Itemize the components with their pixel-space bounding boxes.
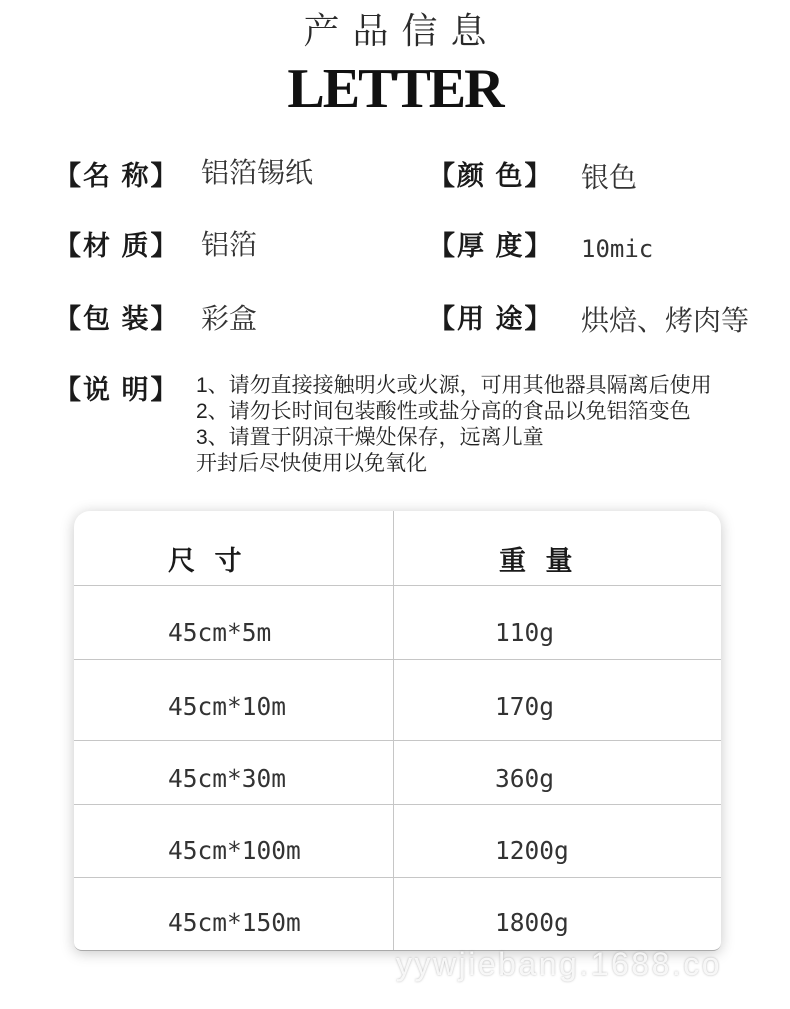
table-row xyxy=(74,586,721,660)
spec-label-thickness: 【厚 度】 xyxy=(428,231,554,261)
cell-size: 45cm*10m xyxy=(74,660,394,740)
table-row xyxy=(74,660,721,741)
spec-value-thickness: 10mic xyxy=(581,235,654,263)
note-line: 1、请勿直接接触明火或火源，可用其他器具隔离后使用 xyxy=(196,374,712,397)
table-row xyxy=(74,741,721,805)
note-line: 开封后尽快使用以免氧化 xyxy=(196,452,427,475)
cell-weight: 110g xyxy=(495,618,555,647)
spec-value-material: 铝箔 xyxy=(201,229,258,260)
spec-value-packaging: 彩盒 xyxy=(201,303,258,334)
spec-value-usage: 烘焙、烤肉等 xyxy=(581,305,750,336)
spec-value-color: 银色 xyxy=(581,162,638,193)
spec-label-packaging: 【包 装】 xyxy=(54,304,180,334)
cell-weight: 360g xyxy=(495,764,555,793)
cell-weight: 1800g xyxy=(495,908,569,937)
notes-label: 【说 明】 xyxy=(54,375,180,405)
spec-value-name: 铝箔锡纸 xyxy=(201,157,314,188)
cell-weight: 1200g xyxy=(495,836,569,865)
size-weight-table xyxy=(74,511,721,951)
page-subtitle: LETTER xyxy=(287,58,503,120)
note-line: 2、请勿长时间包装酸性或盐分高的食品以免铝箔变色 xyxy=(196,400,691,423)
spec-label-material: 【材 质】 xyxy=(54,231,180,261)
table-header-row xyxy=(74,511,721,586)
watermark: yywjiebang.1688.co xyxy=(396,946,723,982)
column-header-weight: 重 量 xyxy=(499,546,579,576)
table-row xyxy=(74,805,721,878)
cell-size: 45cm*30m xyxy=(74,741,394,804)
notes-block xyxy=(196,373,712,477)
note-line: 3、请置于阴凉干燥处保存，远离儿童 xyxy=(196,426,544,449)
cell-weight: 170g xyxy=(495,692,555,721)
cell-size: 45cm*100m xyxy=(74,805,394,877)
table-row xyxy=(74,878,721,950)
cell-size: 45cm*5m xyxy=(74,586,394,659)
spec-label-color: 【颜 色】 xyxy=(428,161,554,191)
spec-label-name: 【名 称】 xyxy=(54,161,180,191)
spec-label-usage: 【用 途】 xyxy=(428,304,554,334)
column-header-size: 尺 寸 xyxy=(74,511,394,585)
cell-size: 45cm*150m xyxy=(74,878,394,950)
page-title: 产品信息 xyxy=(303,10,500,51)
